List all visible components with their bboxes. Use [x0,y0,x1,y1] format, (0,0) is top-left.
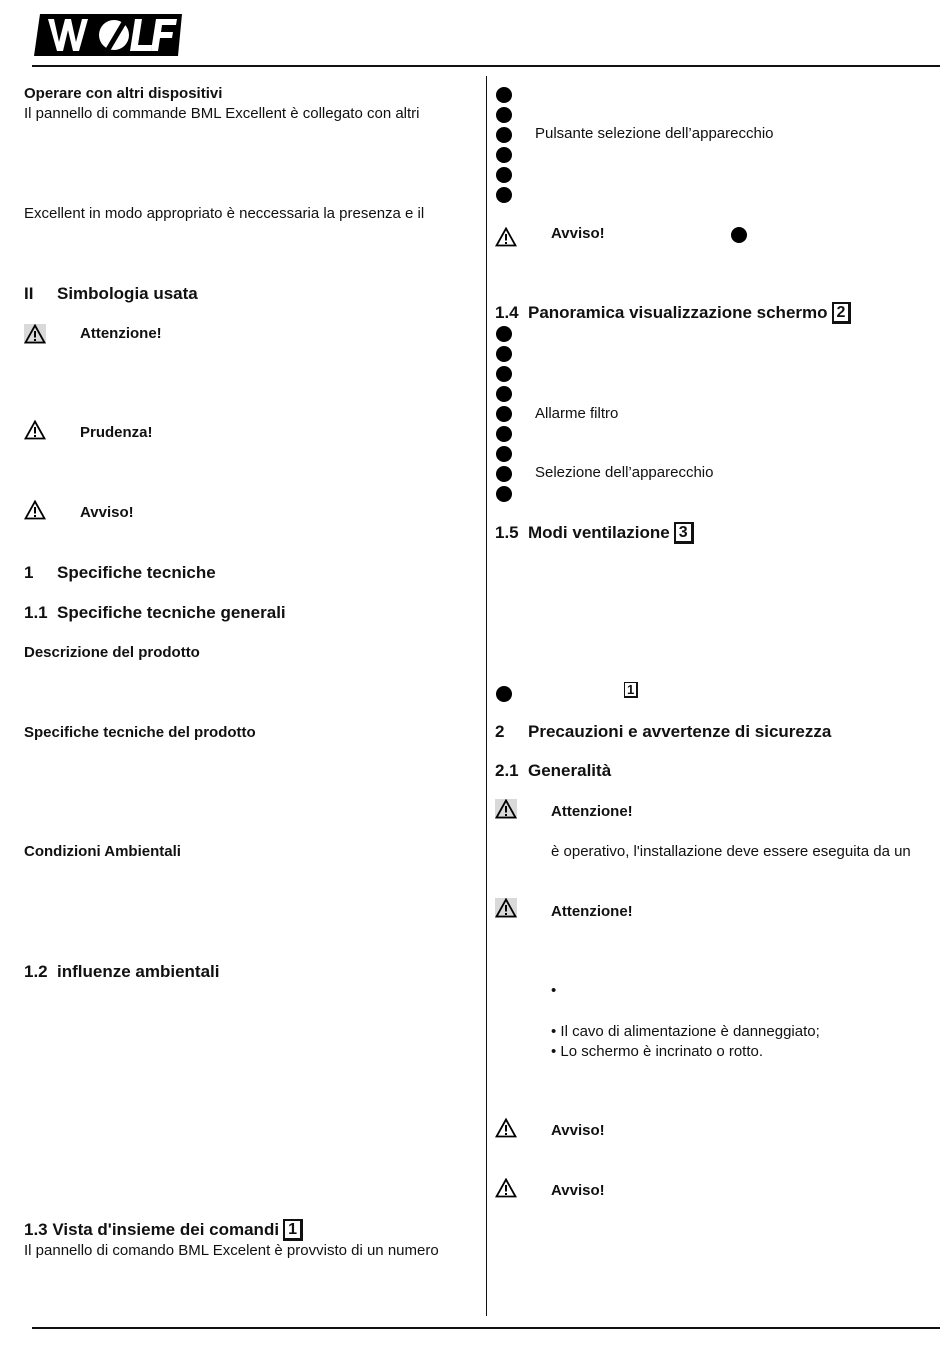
specifiche-heading: Specifiche tecniche del prodotto [24,724,256,741]
warning-icon [24,500,46,520]
warning-icon [24,324,46,344]
column-divider [486,76,487,1316]
footer-rule [32,1327,940,1329]
legend-bullet [496,187,512,203]
section-1-2-number: 1.2 [24,962,48,981]
section-ii-title: Simbologia usata [57,284,198,303]
section-1-5-number: 1.5 [495,523,519,542]
warning-icon [24,420,46,440]
section-2-1-title: Generalità [528,761,612,780]
section-1-1-title: Specifiche tecniche generali [57,603,286,622]
pulsante-selezione-text: Pulsante selezione dell’apparecchio [535,125,774,142]
legend-bullet [496,87,512,103]
descrizione-heading: Descrizione del prodotto [24,644,200,661]
section-1-1-number: 1.1 [24,603,48,622]
section-2-1-heading [495,761,611,781]
section-1-2-title: influenze ambientali [57,962,220,981]
section-1-5-heading [495,522,694,544]
section-1-3-heading [24,1219,303,1241]
section-2-title: Precauzioni e avvertenze di sicurezza [528,722,832,741]
avviso-label: Avviso! [551,1122,605,1139]
avviso-label: Avviso! [80,504,134,521]
condizioni-heading: Condizioni Ambientali [24,843,181,860]
legend-bullet [496,446,512,462]
attenzione-label: Attenzione! [551,803,633,820]
legend-bullet [496,426,512,442]
legend-bullet [496,686,512,702]
figure-ref-badge: 3 [674,522,694,544]
legend-bullet [496,326,512,342]
section-1-title: Specifiche tecniche [57,563,216,582]
legend-bullet [496,366,512,382]
legend-bullet [496,147,512,163]
legend-bullet [496,486,512,502]
section-ii-number: II [24,284,34,303]
section-1-2-heading [24,962,219,982]
section-1-4-heading [495,302,851,324]
figure-ref-badge: 1 [283,1219,303,1241]
warning-icon [495,1118,517,1138]
section-1-4-title: Panoramica visualizzazione schermo [528,303,828,322]
figure-ref-badge: 2 [832,302,852,324]
section-ii-heading [24,284,198,304]
section-1-4-number: 1.4 [495,303,519,322]
legend-bullet [496,127,512,143]
warning-icon [495,898,517,918]
installazione-text: è operativo, l'installazione deve essere eseguita da un [551,843,911,860]
bullet-marker: • [551,982,557,999]
section-1-3-text: Il pannello di comando BML Excelent è provvisto di un numero [24,1242,439,1259]
warning-icon [495,227,517,247]
list-item: • Lo schermo è incrinato o rotto. [551,1043,764,1060]
op-title: Operare con altri dispositivi [24,85,223,102]
legend-bullet [496,386,512,402]
figure-ref-badge: 1 [624,682,638,698]
section-1-3-title: 1.3 Vista d'insieme dei comandi [24,1220,280,1239]
op-text-2: Excellent in modo appropriato è neccessaria la presenza e il [24,205,425,222]
legend-bullet [496,107,512,123]
section-1-number: 1 [24,563,34,582]
selezione-apparecchio-text: Selezione dell’apparecchio [535,464,714,481]
section-1-5-title: Modi ventilazione [528,523,670,542]
legend-bullet [496,167,512,183]
legend-bullet [496,406,512,422]
section-2-1-number: 2.1 [495,761,519,780]
op-text-1: Il pannello di commande BML Excellent è collegato con altri [24,105,420,122]
figure-ref-inline [620,682,638,700]
header-rule [32,65,940,67]
attenzione-label: Attenzione! [551,903,633,920]
warning-icon [495,799,517,819]
section-2-heading [495,722,831,742]
prudenza-label: Prudenza! [80,424,153,441]
legend-bullet [731,227,747,243]
avviso-label: Avviso! [551,1182,605,1199]
wolf-logo [32,12,187,58]
avviso-label: Avviso! [551,225,605,242]
section-1-heading [24,563,216,583]
legend-bullet [496,346,512,362]
legend-bullet [496,466,512,482]
section-1-1-heading [24,603,286,623]
attenzione-label: Attenzione! [80,325,162,342]
section-2-number: 2 [495,722,505,741]
warning-icon [495,1178,517,1198]
list-item: • Il cavo di alimentazione è danneggiato; [551,1023,820,1040]
allarme-filtro-text: Allarme filtro [535,405,619,422]
